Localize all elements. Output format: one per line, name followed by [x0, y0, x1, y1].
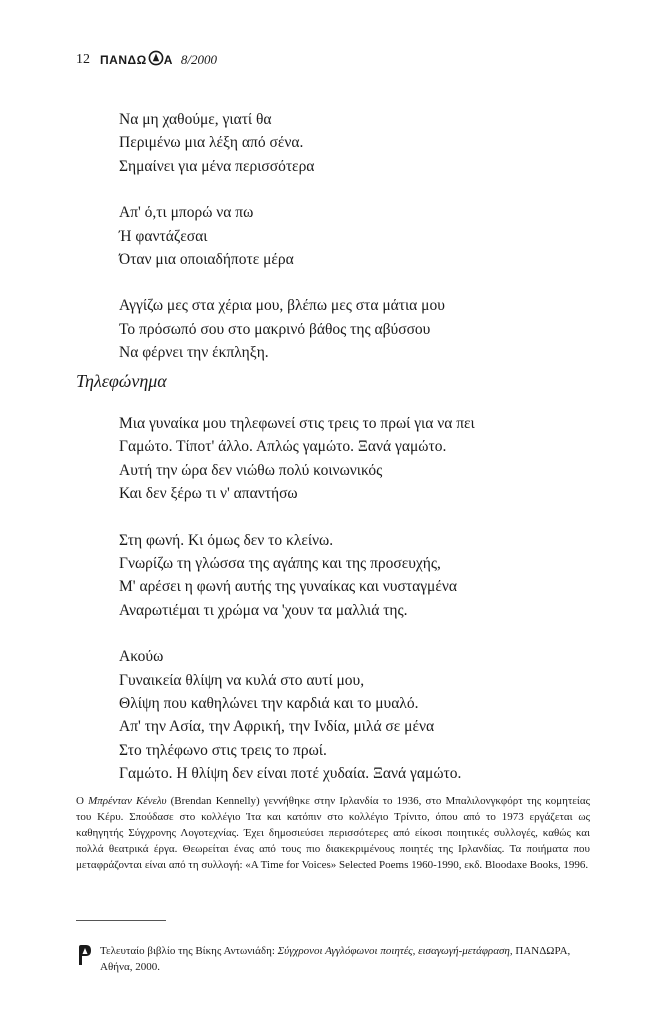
poem-line: Μ' αρέσει η φωνή αυτής της γυναίκας και νυσταγμένα [119, 578, 457, 596]
bio-prefix: Ο [76, 795, 89, 807]
footnote-plain: Τελευταίο βιβλίο της Βίκης Αντωνιάδη: [100, 945, 278, 957]
poem-line: Αυτή την ώρα δεν νιώθω πολύ κοινωνικός [119, 461, 383, 479]
poem-line: Αναρωτιέμαι τι χρώμα να 'χουν τα μαλλιά της. [119, 601, 408, 619]
poem-line: Μια γυναίκα μου τηλεφωνεί στις τρεις το πρωί για να πει [119, 415, 475, 432]
footnote-text [100, 943, 596, 975]
poem-line: Να μη χαθούμε, γιατί θα [119, 111, 272, 128]
poem-line: Στο τηλέφωνο στις τρεις το πρωί. [119, 741, 327, 759]
poem-line: Ή φαντάζεσαι [119, 227, 208, 245]
pandora-ring-icon [148, 50, 164, 69]
poem-one [119, 108, 445, 365]
footnote-divider [76, 920, 166, 921]
poem-line: Το πρόσωπό σου στο μακρινό βάθος της αβύσσου [119, 320, 431, 338]
author-bio [76, 793, 590, 873]
poem-line: Γνωρίζω τη γλώσσα της αγάπης και της προσευχής, [119, 555, 441, 573]
journal-name-left: ΠΑΝΔΩ [100, 52, 147, 67]
footnote-book-title: Σύγχρονοι Αγγλόφωνοι ποιητές, εισαγωγή-μετάφραση, [277, 945, 513, 957]
pandora-mark-icon [76, 944, 94, 975]
poem-line: Στη φωνή. Κι όμως δεν το κλείνω. [119, 531, 334, 549]
poem-line: Απ' την Ασία, την Αφρική, την Ινδία, μιλά σε μένα [119, 718, 435, 736]
poem-line: Θλίψη που καθηλώνει την καρδιά και το μυαλό. [119, 695, 419, 713]
page-number: 12 [76, 51, 90, 67]
poem-line: Γαμώτο. Η θλίψη δεν είναι ποτέ χυδαία. Ξανά γαμώτο. [119, 765, 462, 783]
poem-line: Γαμώτο. Τίποτ' άλλο. Απλώς γαμώτο. Ξανά γαμώτο. [119, 438, 447, 456]
journal-logo [100, 50, 173, 69]
page-header [76, 50, 217, 69]
footnote [76, 943, 596, 975]
poem-line: Σημαίνει για μένα περισσότερα [119, 157, 315, 175]
poem-line: Απ' ό,τι μπορώ να πω [119, 204, 254, 222]
bio-text: (Brendan Kennelly) γεννήθηκε στην Ιρλανδία το 1936, στο Μπαλιλονγκφόρτ της κομητείας του Κέρυ. Σπούδασε στο κολλέγιο Ίτα και κατόπιν στο κολλέγιο Τρίνιτο, όπου από το 1973 εργάζεται ως καθηγητής Σύγχρονης Λογοτεχνίας. Έχει δημοσιεύσει περισσότερες από είκοσι ποιητικές συλλογές, καθώς και πολλά θεατρικά έργα. Θεωρείται ένας από τους πιο διακεκριμένους ποιητές της Ιρλανδίας. Τα ποιήματα που μεταφράζονται είναι από τη συλλογή: «A Time for Voices» Selected Poems 1960-1990, εκδ. Bloodaxe Books, 1996. [76, 795, 590, 871]
poem-line: Όταν μια οποιαδήποτε μέρα [119, 251, 294, 269]
poem-line: Να φέρνει την έκπληξη. [119, 344, 269, 362]
footnote-publisher: ΠΑΝΔΩΡΑ, Αθήνα, 2000. [100, 945, 571, 973]
poem-line: Αγγίζω μες στα χέρια μου, βλέπω μες στα μάτια μου [119, 297, 445, 315]
poem-line: Ακούω [119, 648, 164, 666]
bio-author-name: Μπρένταν Κένελυ [88, 795, 167, 807]
poem-title: Τηλεφώνημα [76, 371, 167, 391]
issue-number: 8/2000 [180, 51, 218, 67]
poem-line: Και δεν ξέρω τι ν' απαντήσω [119, 485, 298, 503]
journal-name-right: Α [163, 52, 173, 67]
poem-line: Γυναικεία θλίψη να κυλά στο αυτί μου, [119, 671, 365, 689]
poem-two [119, 412, 475, 786]
poem-line: Περιμένω μια λέξη από σένα. [119, 134, 304, 152]
